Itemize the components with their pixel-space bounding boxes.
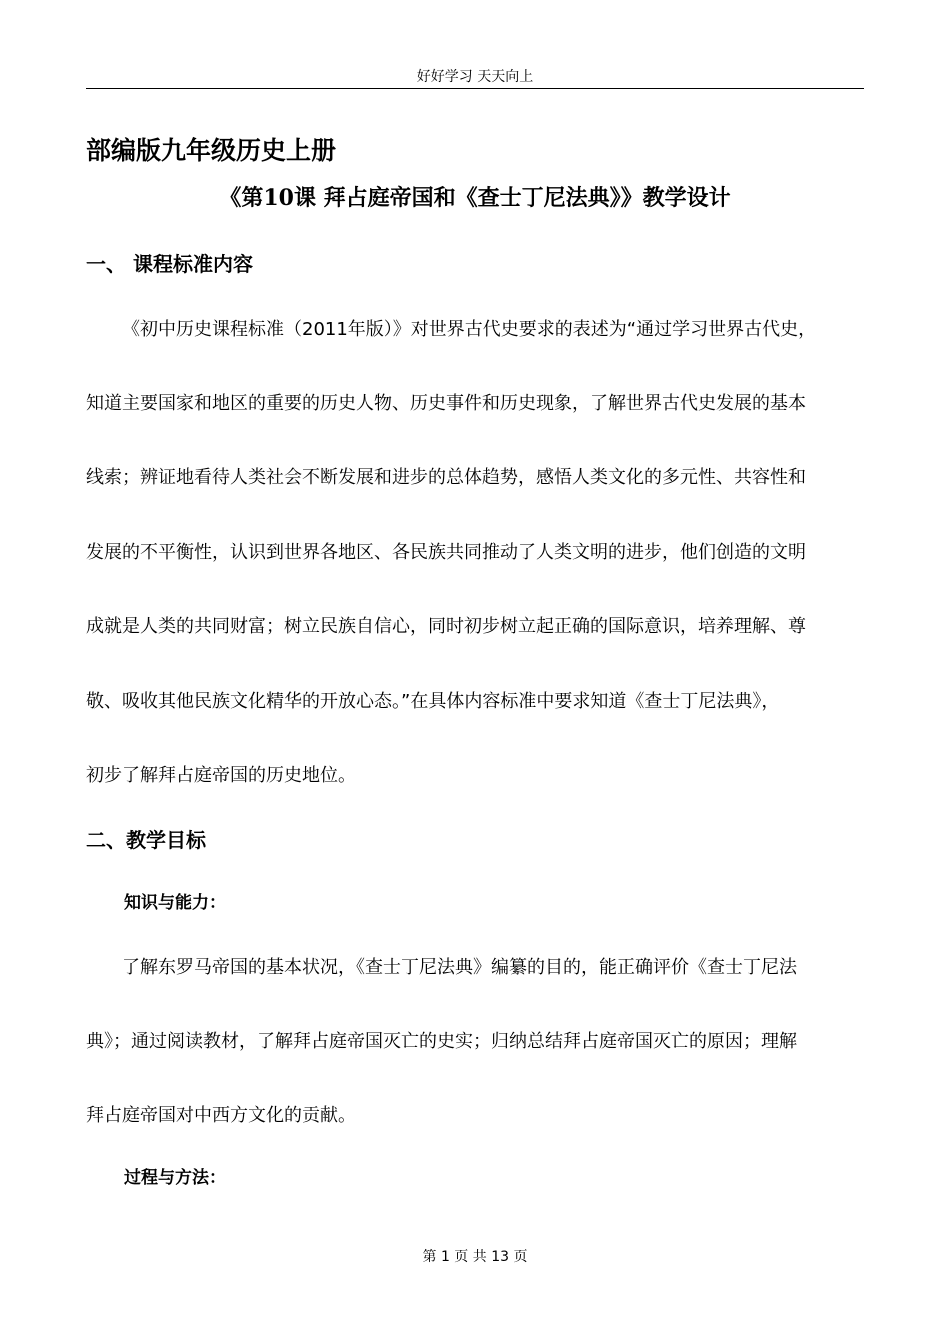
page-footer: 第 1 页 共 13 页	[422, 1249, 528, 1265]
paragraph-line: 《初中历史课程标准（2011年版）》对世界古代史要求的表述为“通过学习世界古代史，	[122, 319, 817, 340]
paragraph-line: 知道主要国家和地区的重要的历史人物、历史事件和历史现象，了解世界古代史发展的基本	[86, 393, 806, 414]
paragraph-line: 了解东罗马帝国的基本状况，《查士丁尼法典》编纂的目的，能正确评价《查士丁尼法	[122, 957, 797, 978]
subtitle-lesson-number: 10	[263, 185, 294, 211]
section-heading-objectives: 二、教学目标	[86, 828, 206, 852]
paragraph-line: 典》；通过阅读教材，了解拜占庭帝国灭亡的史实；归纳总结拜占庭帝国灭亡的原因；理解	[86, 1031, 797, 1052]
subtitle-post: 课 拜占庭帝国和《查士丁尼法典》》教学设计	[293, 186, 731, 211]
section-heading-standards: 一、 课程标准内容	[86, 252, 253, 276]
subheading-knowledge: 知识与能力：	[124, 893, 226, 913]
subheading-process: 过程与方法：	[124, 1168, 226, 1188]
page-header: 好好学习 天天向上	[416, 69, 534, 85]
paragraph-line: 拜占庭帝国对中西方文化的贡献。	[86, 1105, 356, 1126]
paragraph-line: 线索；辨证地看待人类社会不断发展和进步的总体趋势，感悟人类文化的多元性、共容性和	[86, 467, 806, 488]
paragraph-line: 成就是人类的共同财富；树立民族自信心，同时初步树立起正确的国际意识，培养理解、尊	[86, 616, 806, 637]
document-subtitle	[86, 183, 864, 214]
header-rule	[86, 88, 864, 89]
paragraph-line: 发展的不平衡性，认识到世界各地区、各民族共同推动了人类文明的进步，他们创造的文明	[86, 542, 806, 563]
paragraph-line: 敬、吸收其他民族文化精华的开放心态。”在具体内容标准中要求知道《查士丁尼法典》，	[86, 691, 780, 712]
subtitle-pre: 《第	[219, 186, 264, 211]
document-title: 部编版九年级历史上册	[86, 136, 337, 165]
paragraph-line: 初步了解拜占庭帝国的历史地位。	[86, 765, 356, 786]
